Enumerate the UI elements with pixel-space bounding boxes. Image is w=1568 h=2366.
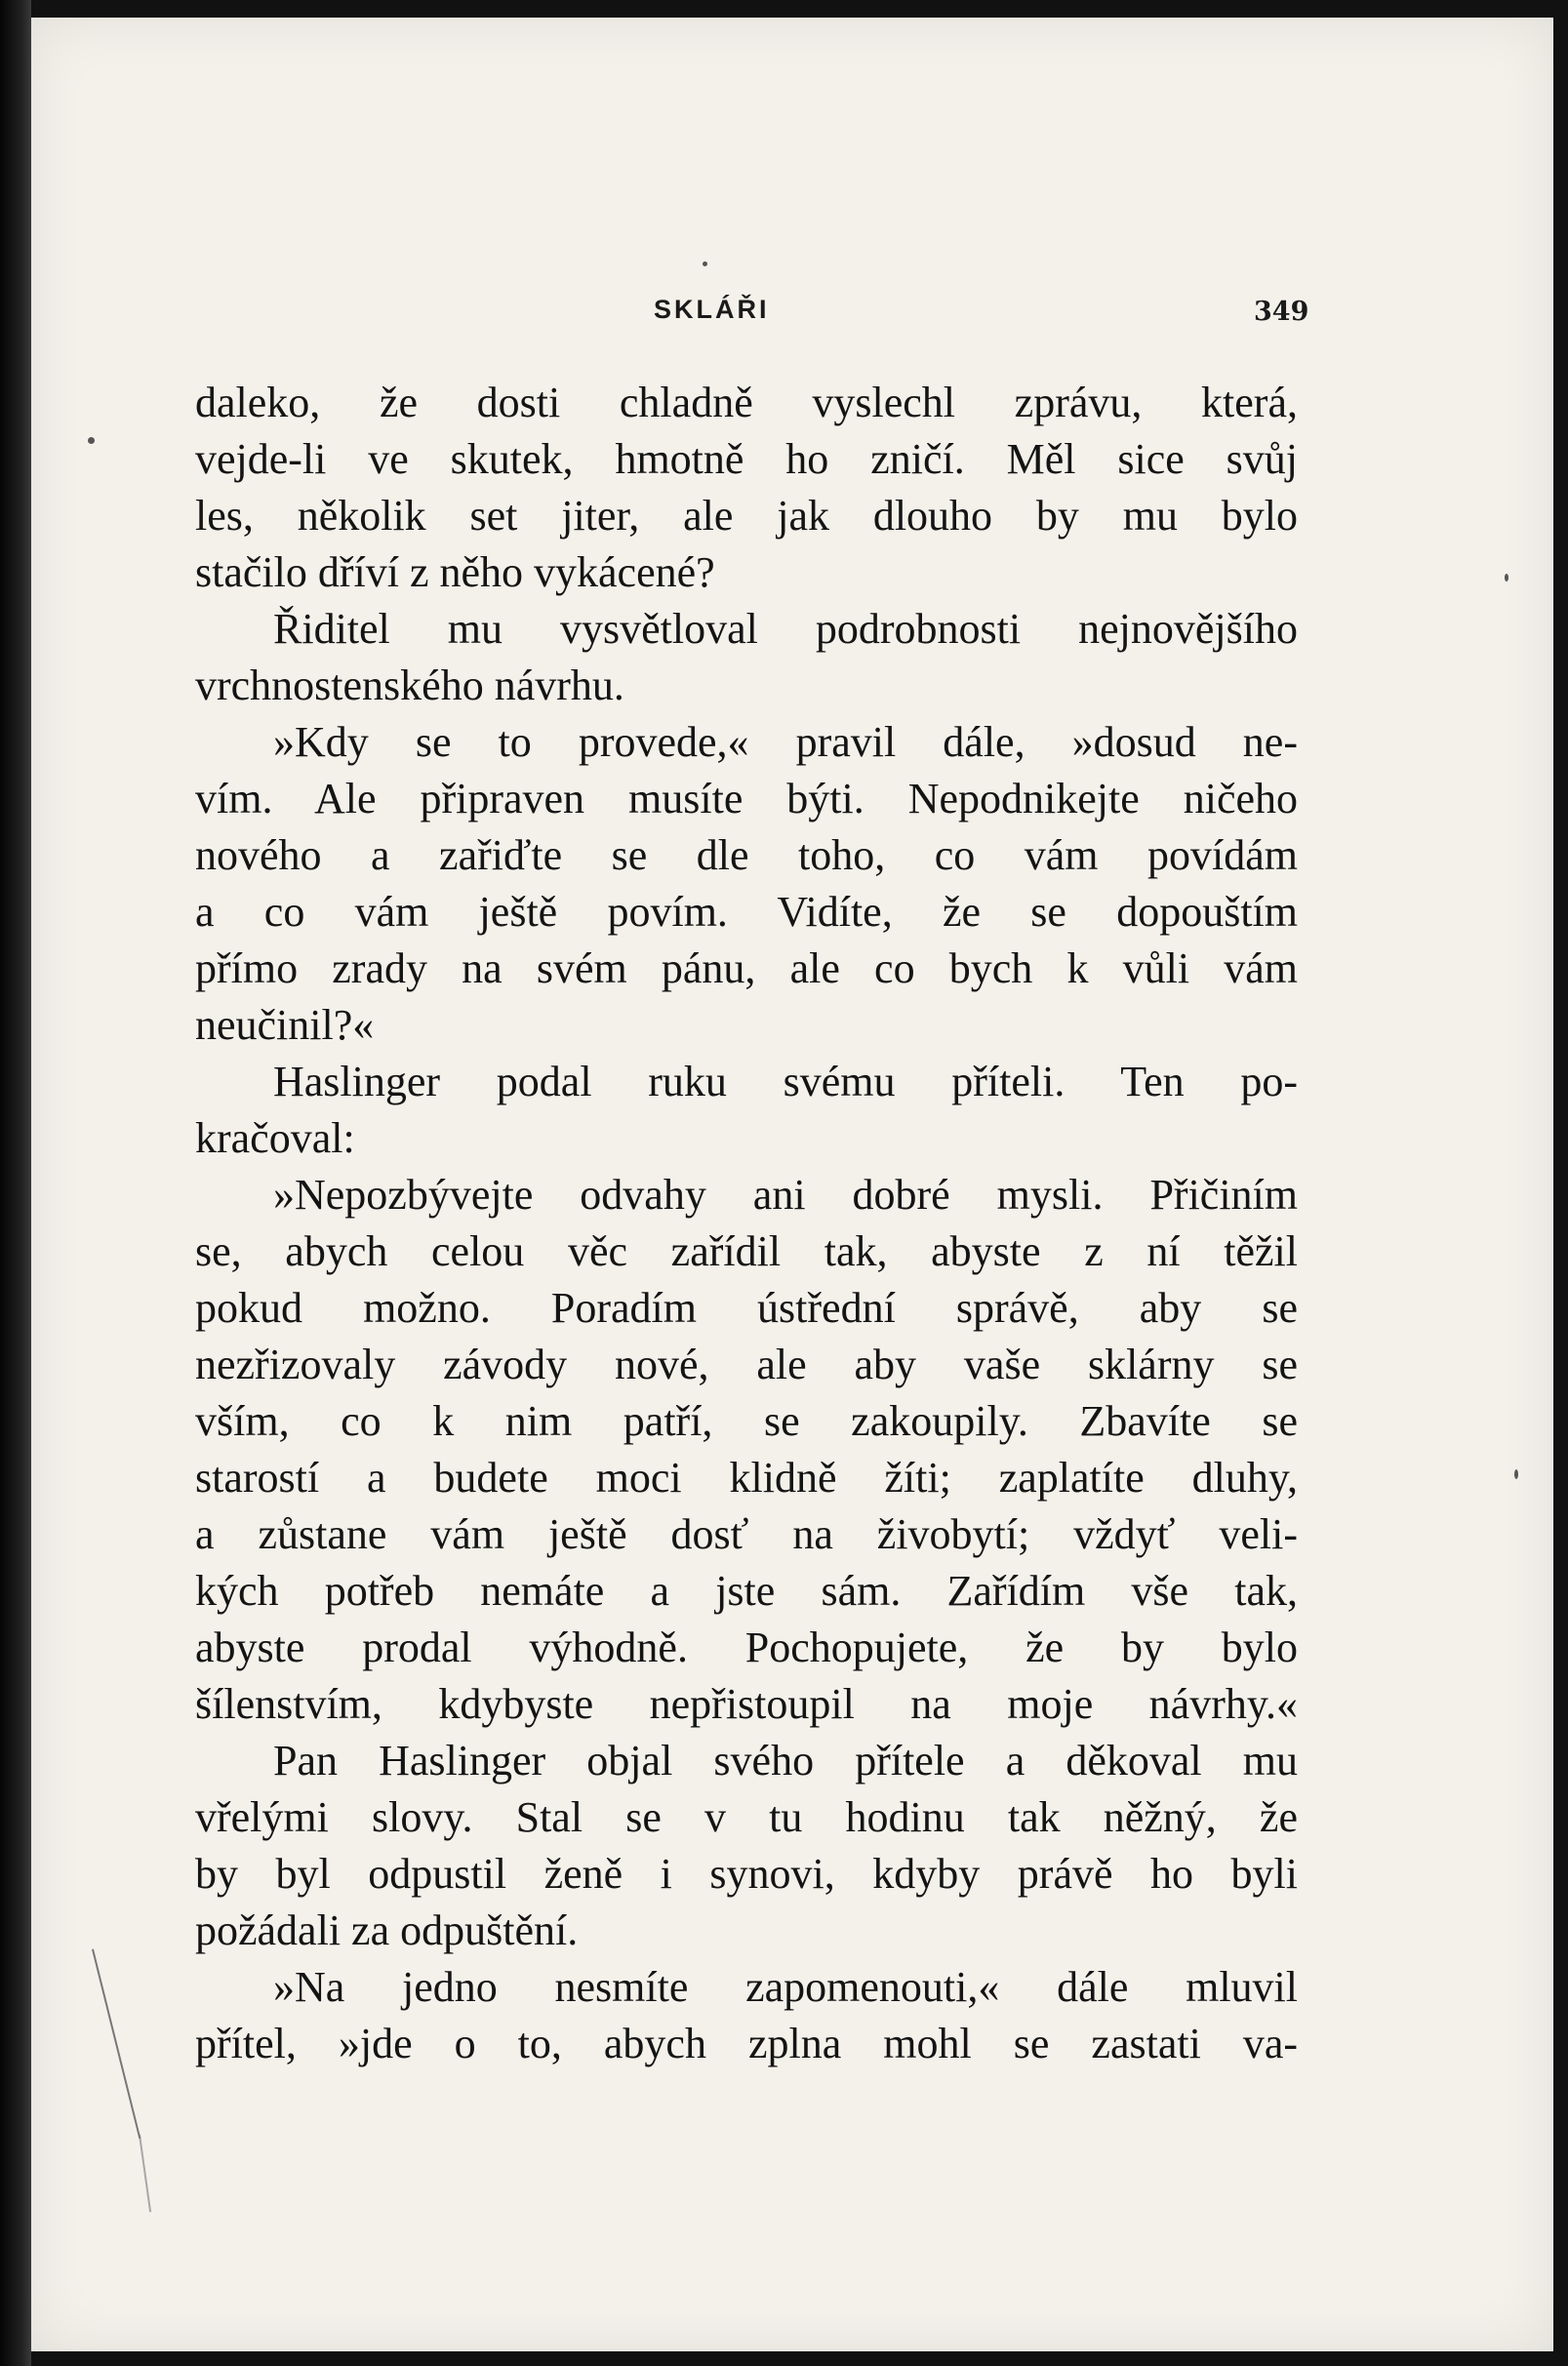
- text-line: daleko, že dosti chladně vyslechl zprávu, která,: [195, 379, 1298, 426]
- text-line: abyste prodal výhodně. Pochopujete, že by bylo: [195, 1624, 1298, 1671]
- text-line: přítel, »jde o to, abych zplna mohl se zastati va-: [195, 2020, 1298, 2067]
- text-line: starostí a budete moci klidně žíti; zaplatíte dluhy,: [195, 1454, 1298, 1502]
- text-line: vím. Ale připraven musíte býti. Nepodnikejte ničeho: [195, 775, 1298, 822]
- text-line: stačilo dříví z něho vykácené?: [195, 548, 715, 596]
- text-line: vejde-li ve skutek, hmotně ho zničí. Měl sice svůj: [195, 435, 1298, 483]
- page-header: [31, 295, 1553, 334]
- text-line: nezřizovaly závody nové, ale aby vaše sklárny se: [195, 1341, 1298, 1388]
- text-line: les, několik set jiter, ale jak dlouho by mu bylo: [195, 492, 1298, 540]
- ink-speck: [703, 261, 707, 266]
- text-line: a co vám ještě povím. Vidíte, že se dopouštím: [195, 888, 1298, 936]
- text-line: »Nepozbývejte odvahy ani dobré mysli. Přičiním: [273, 1171, 1298, 1219]
- book-gutter-edge: [0, 0, 31, 2366]
- text-line: nového a zařiďte se dle toho, co vám povídám: [195, 831, 1298, 879]
- paper-scratch: [139, 2135, 151, 2212]
- ink-speck: [1514, 1469, 1518, 1479]
- text-line: »Na jedno nesmíte zapomenouti,« dále mluvil: [273, 1963, 1298, 2011]
- ink-speck: [1505, 574, 1508, 581]
- text-line: by byl odpustil ženě i synovi, kdyby právě ho byli: [195, 1850, 1298, 1898]
- paper-scratch: [92, 1949, 141, 2140]
- body-text: [195, 375, 1298, 2072]
- running-title: SKLÁŘI: [654, 295, 770, 324]
- ink-speck: [88, 437, 95, 444]
- text-line: požádali za odpuštění.: [195, 1906, 579, 1954]
- page-number: 349: [1254, 297, 1309, 327]
- text-line: Pan Haslinger objal svého přítele a děkoval mu: [273, 1737, 1298, 1785]
- text-line: Řiditel mu vysvětloval podrobnosti nejnovějšího: [273, 605, 1298, 653]
- text-line: se, abych celou věc zařídil tak, abyste z ní těžil: [195, 1227, 1298, 1275]
- book-page: [31, 18, 1553, 2351]
- text-line: pokud možno. Poradím ústřední správě, aby se: [195, 1284, 1298, 1332]
- text-line: neučinil?«: [195, 1001, 375, 1049]
- text-line: přímo zrady na svém pánu, ale co bych k vůli vám: [195, 944, 1298, 992]
- text-line: »Kdy se to provede,« pravil dále, »dosud ne-: [273, 718, 1298, 766]
- text-line: šílenstvím, kdybyste nepřistoupil na moje návrhy.«: [195, 1680, 1298, 1728]
- text-line: kých potřeb nemáte a jste sám. Zařídím vše tak,: [195, 1567, 1298, 1615]
- text-line: Haslinger podal ruku svému příteli. Ten po-: [273, 1058, 1298, 1105]
- text-line: vrchnostenského návrhu.: [195, 662, 624, 709]
- text-line: kračoval:: [195, 1114, 355, 1162]
- text-line: a zůstane vám ještě dosť na živobytí; vždyť veli-: [195, 1510, 1298, 1558]
- text-line: vším, co k nim patří, se zakoupily. Zbavíte se: [195, 1397, 1298, 1445]
- text-line: vřelými slovy. Stal se v tu hodinu tak něžný, že: [195, 1793, 1298, 1841]
